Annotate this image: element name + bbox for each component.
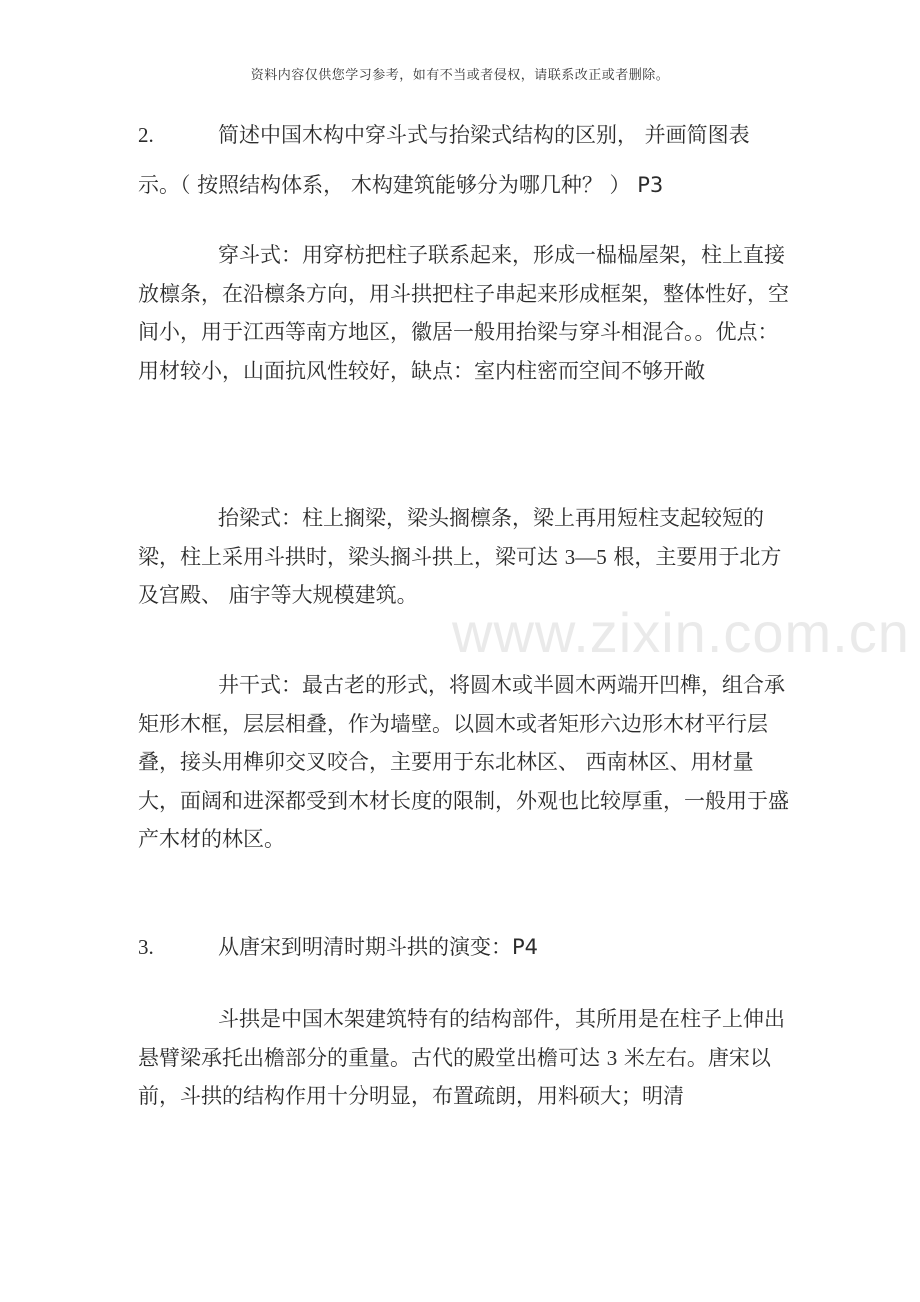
- dougong-text: [138, 1000, 792, 1116]
- dougong-number: 3: [606, 1045, 618, 1070]
- question-3-title: [138, 928, 792, 967]
- paragraph-tailiang: [138, 499, 792, 615]
- chuandou-text: 穿斗式：用穿枋把柱子联系起来，形成一榀榀屋架，柱上直接放檩条，在沿檩条方向，用斗拱把柱子串起来形成框架，整体性好，空间小，用于江西等南方地区，徽居一般用抬梁与穿斗相混合。。优点：用材较小，山面抗风性较好，缺点：室内柱密而空间不够开敞: [138, 243, 789, 383]
- paragraph-dougong: [138, 1000, 792, 1116]
- question-2-title-cont: [138, 166, 792, 205]
- dougong-part2: 米左右。唐宋以前，斗拱的结构作用十分明显，布置疏朗，用料硕大；明清: [138, 1045, 771, 1108]
- tailiang-part1: 抬梁式：柱上搁梁，梁头搁檩条，梁上再用短柱支起较短的梁，柱上采用斗拱时，梁头搁斗拱上，梁可达: [138, 506, 764, 569]
- paragraph-jinggan: [138, 666, 792, 859]
- tailiang-number: 3—5: [564, 544, 607, 569]
- paragraph-chuandou: [138, 236, 792, 390]
- question-2-title-line1: 简述中国木构中穿斗式与抬梁式结构的区别， 并画简图表: [218, 123, 750, 147]
- watermark: www.zixin.com.cn: [452, 601, 910, 664]
- dougong-part1: 斗拱是中国木架建筑特有的结构部件，其所用是在柱子上伸出悬臂梁承托出檐部分的重量。古代的殿堂出檐可达: [138, 1007, 785, 1070]
- question-2-title-line2: 示。（ 按照结构体系， 木构建筑能够分为哪几种？ ） P3: [138, 173, 664, 197]
- tailiang-part2: 根，主要用于北方及宫殿、 庙宇等大规模建筑。: [138, 544, 782, 607]
- question-2-number: 2.: [138, 123, 154, 147]
- question-3-title-text: 从唐宋到明清时期斗拱的演变：P4: [218, 935, 539, 959]
- question-3-number: 3.: [138, 935, 154, 959]
- tailiang-text: [138, 499, 792, 615]
- jinggan-text: 井干式：最古老的形式，将圆木或半圆木两端开凹榫，组合承矩形木框，层层相叠，作为墙壁。以圆木或者矩形六边形木材平行层叠，接头用榫卯交叉咬合，主要用于东北林区、 西南林区、用材量大，面阔和进深都受到木材长度的限制，外观也比较厚重，一般用于盛产木材的林区。: [138, 673, 789, 851]
- question-2-title: [138, 116, 792, 155]
- disclaimer-header: 资料内容仅供您学习参考，如有不当或者侵权，请联系改正或者删除。: [250, 68, 670, 83]
